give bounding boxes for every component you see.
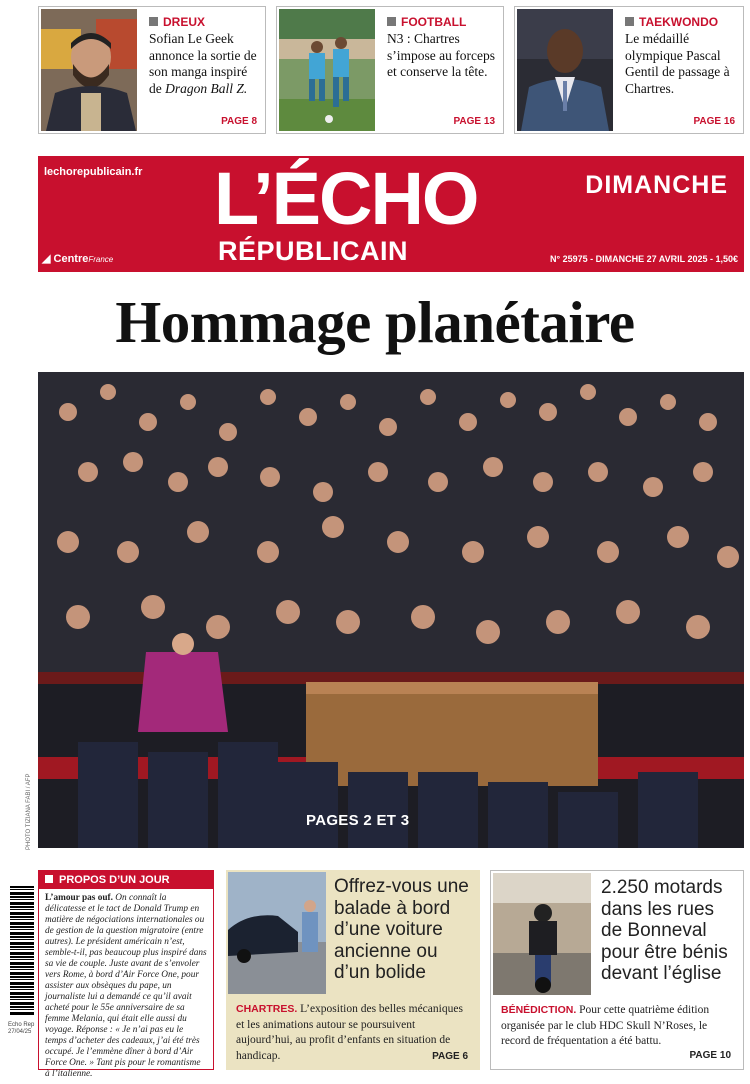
- teaser-text: Le médaillé olympique Pascal Gentil de passage à Chartres.: [625, 31, 730, 96]
- propos-du-jour-box[interactable]: [38, 870, 214, 1079]
- chartres-story[interactable]: [226, 870, 480, 1070]
- barcode-text: Echo Rep 27/04/25: [8, 1022, 35, 1035]
- bonneval-page: PAGE 10: [689, 1050, 731, 1061]
- website-url[interactable]: lechorepublicain.fr: [44, 166, 143, 178]
- bonneval-title: 2.250 motards dans les rues de Bonneval pour être bénis devant l’église: [601, 877, 728, 984]
- teaser-text: N3 : Chartres s’impose au forceps et conserve la tête.: [387, 31, 495, 79]
- teaser-photo: [517, 9, 613, 131]
- centre-france-icon: ◢: [42, 253, 54, 265]
- car-photo: [228, 872, 326, 994]
- group-logo: ◢ CentreFrance: [42, 253, 114, 265]
- masthead: [38, 156, 744, 272]
- edition-day: DIMANCHE: [585, 171, 728, 199]
- teaser-page: PAGE 8: [221, 116, 257, 127]
- teaser-photo: [41, 9, 137, 131]
- teaser-category: TAEKWONDO: [625, 15, 718, 29]
- chartres-body: CHARTRES. L’exposition des belles mécaniques et les animations autour se poursuivent aujourd’hui, au profit d’enfants en situation de handicap.: [236, 1003, 463, 1062]
- propos-header: PROPOS D’UN JOUR: [39, 871, 213, 889]
- propos-body: L’amour pas ouf. On connaît la délicatesse et le tact de Donald Trump en matière de négociations internationales ou de gestion de la question migratoire (entre autres). Le président américain n’est, semble-t-il, pas beaucoup plus inspiré dans sa vie de couple. Juste avant de s’envoler vers Rome, à bord d’Air Force One, pour assister aux obsèques du pape, un journaliste lui a demandé ce qu’il avait acheté pour le 55e anniversaire de sa femme Melania, qui était elle aussi du voyage. Réponse : « Je n’ai pas eu le temps d’acheter des cadeaux, j’ai été très occupé. Je l’emmène dîner à bord d’Air Force One. » Tant pis pour le romantisme à l’italienne.: [45, 893, 207, 1079]
- teaser-category: FOOTBALL: [387, 15, 466, 29]
- bonneval-story[interactable]: [490, 870, 744, 1070]
- photo-credit: PHOTO TIZIANA FABI / AFP: [26, 773, 32, 850]
- teaser-page: PAGE 13: [453, 116, 495, 127]
- main-headline[interactable]: Hommage planétaire: [115, 289, 635, 355]
- chartres-title: Offrez-vous une balade à bord d’une voiture ancienne ou d’un bolide: [334, 876, 469, 983]
- teaser-category: DREUX: [149, 15, 205, 29]
- teaser-dreux[interactable]: [38, 6, 266, 134]
- logo-bottom: RÉPUBLICAIN: [218, 236, 409, 266]
- motorcycle-photo: [493, 873, 591, 995]
- teaser-photo: [279, 9, 375, 131]
- teaser-taekwondo[interactable]: [514, 6, 744, 134]
- bonneval-body: BÉNÉDICTION. Pour cette quatrième édition organisée par le club HDC Skull N’Roses, le record de fréquentation a été battu.: [501, 1004, 710, 1047]
- teaser-football[interactable]: [276, 6, 504, 134]
- logo-top: L’ÉCHO: [214, 157, 478, 240]
- photo-pages-label: PAGES 2 ET 3: [306, 812, 410, 829]
- teaser-page: PAGE 16: [693, 116, 735, 127]
- chartres-page: PAGE 6: [432, 1051, 468, 1062]
- main-photo[interactable]: [38, 372, 744, 848]
- teaser-text: Sofian Le Geek annonce la sortie de son manga inspiré de Dragon Ball Z.: [149, 31, 257, 96]
- issue-info: N° 25975 - DIMANCHE 27 AVRIL 2025 - 1,50€: [549, 254, 738, 264]
- barcode: [10, 886, 34, 1016]
